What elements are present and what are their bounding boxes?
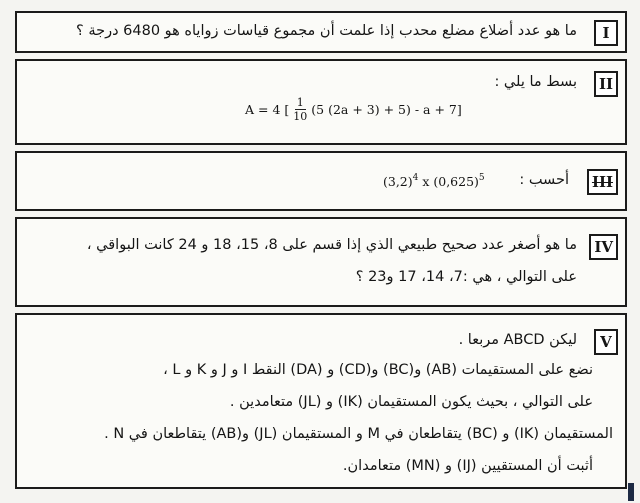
power-base-1: (3,2)	[383, 174, 413, 189]
exercise-2-instruction: بسط ما يلي :	[494, 74, 577, 90]
exercise-2-formula	[245, 97, 462, 122]
exercise-5-line-3: على التوالي ، بحيث يكون المستقيمان (IK) و (JL) متعامدين .	[229, 394, 593, 410]
exercise-5	[15, 313, 627, 489]
exercise-5-line-2: نضع على المستقيمات (AB) و(BC) و(CD) و (DA) النقط I و J و K و L ،	[163, 362, 593, 378]
exercise-5-line-5: أثبت أن المستقيين (IJ) و (MN) متعامدان.	[342, 458, 593, 474]
fraction-denominator: 10	[293, 110, 308, 123]
exercise-sheet	[3, 3, 634, 501]
power-base-2: (0,625)	[433, 174, 479, 189]
exercise-4	[15, 217, 627, 307]
formula-tail: (5 (2a + 3) + 5) - a + 7]	[311, 102, 462, 117]
formula-fraction	[291, 97, 309, 122]
exercise-1-number: I	[594, 20, 618, 46]
exercise-4-number: IV	[589, 234, 618, 260]
power-exponent-1: 4	[412, 172, 419, 183]
exercise-2	[15, 59, 627, 145]
exercise-1-question: ما هو عدد أضلاع مضلع محدب إذا علمت أن مجموع قياسات زواياه هو 6480 درجة ؟	[76, 23, 577, 39]
formula-lead: A = 4 [	[245, 102, 290, 117]
exercise-2-number: II	[594, 71, 618, 97]
exercise-1	[15, 11, 627, 53]
times-sign: x	[418, 174, 434, 189]
exercise-3-instruction: أحسب :	[519, 172, 569, 188]
exercise-3-number: III	[587, 169, 618, 195]
exercise-5-number: V	[594, 329, 618, 355]
page-edge-mark	[628, 483, 634, 501]
exercise-5-line-1: ليكن ABCD مربعا .	[458, 332, 577, 348]
exercise-4-line-1: ما هو أصغر عدد صحيح طبيعي الذي إذا قسم على 8، 15، 18 و 24 كانت البواقي ،	[86, 237, 577, 253]
power-exponent-2: 5	[478, 172, 485, 183]
exercise-5-line-4: المستقيمان (IK) و (BC) يتقاطعان في M و المستقيمان (JL) و(AB) يتقاطعان في N .	[104, 426, 613, 442]
fraction-numerator: 1	[296, 96, 304, 109]
exercise-4-line-2: على التوالي ، هي :7، 14، 17 و23 ؟	[355, 269, 577, 285]
exercise-3	[15, 151, 627, 211]
exercise-3-formula	[383, 174, 485, 189]
